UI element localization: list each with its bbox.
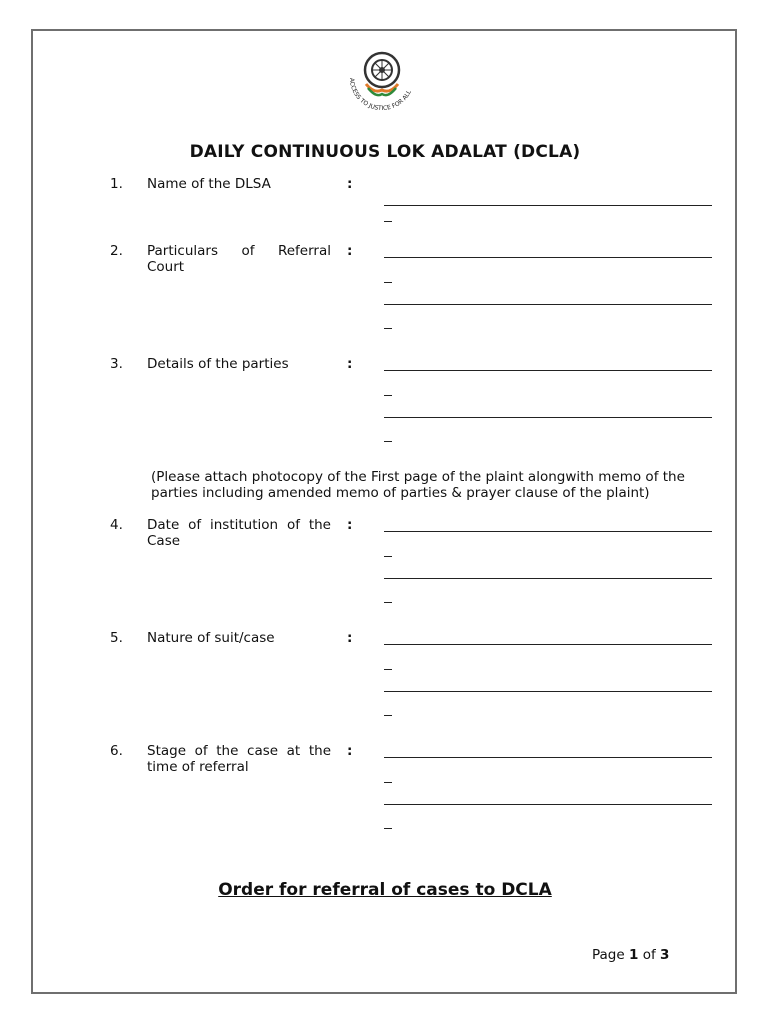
fill-line[interactable]: [384, 757, 712, 758]
fill-line[interactable]: [384, 691, 712, 692]
form-title: DAILY CONTINUOUS LOK ADALAT (DCLA): [189, 142, 581, 162]
page-word: Page: [592, 947, 625, 963]
item-label-line1: Stage of the case at the: [147, 743, 331, 759]
colon: :: [347, 176, 353, 192]
colon: :: [347, 356, 353, 372]
item-number: 2.: [110, 243, 123, 259]
fill-line-tail: [384, 556, 392, 557]
colon: :: [347, 517, 353, 533]
colon: :: [347, 630, 353, 646]
item-label-line2: Case: [147, 533, 181, 549]
fill-line-tail: [384, 441, 392, 442]
item-number: 3.: [110, 356, 123, 372]
fill-line-tail: [384, 395, 392, 396]
logo-motto: ACCESS TO JUSTICE FOR ALL: [347, 77, 413, 113]
fill-line[interactable]: [384, 304, 712, 305]
nalsa-emblem-logo: [338, 44, 428, 114]
fill-line-tail: [384, 782, 392, 783]
item-number: 5.: [110, 630, 123, 646]
item-label-line2: Court: [147, 259, 185, 275]
item-number: 6.: [110, 743, 123, 759]
item-label-line2: time of referral: [147, 759, 249, 775]
section-heading: Order for referral of cases to DCLA: [218, 880, 552, 900]
fill-line-tail: [384, 828, 392, 829]
attachment-note: (Please attach photocopy of the First page of the plaint alongwith memo of the parties including amended memo of parties & prayer clause of the plaint): [151, 469, 685, 501]
fill-line-tail: [384, 282, 392, 283]
fill-line-tail: [384, 669, 392, 670]
fill-line-tail: [384, 221, 392, 222]
item-label-line1: Date of institution of the: [147, 517, 331, 533]
item-number: 1.: [110, 176, 123, 192]
item-label: Details of the parties: [147, 356, 289, 372]
document-page: [31, 29, 737, 994]
fill-line[interactable]: [384, 370, 712, 371]
current-page: 1: [628, 947, 639, 963]
colon: :: [347, 243, 353, 259]
item-number: 4.: [110, 517, 123, 533]
item-label-line1: Particulars of Referral: [147, 243, 331, 259]
of-word: of: [642, 947, 656, 963]
fill-line[interactable]: [384, 205, 712, 206]
colon: :: [347, 743, 353, 759]
fill-line[interactable]: [384, 417, 712, 418]
fill-line-tail: [384, 328, 392, 329]
fill-line[interactable]: [384, 257, 712, 258]
page-number: [592, 947, 669, 963]
fill-line-tail: [384, 602, 392, 603]
fill-line[interactable]: [384, 644, 712, 645]
item-label: Nature of suit/case: [147, 630, 275, 646]
fill-line[interactable]: [384, 578, 712, 579]
fill-line[interactable]: [384, 804, 712, 805]
item-label: Name of the DLSA: [147, 176, 271, 192]
fill-line[interactable]: [384, 531, 712, 532]
fill-line-tail: [384, 715, 392, 716]
total-pages: 3: [660, 947, 670, 963]
